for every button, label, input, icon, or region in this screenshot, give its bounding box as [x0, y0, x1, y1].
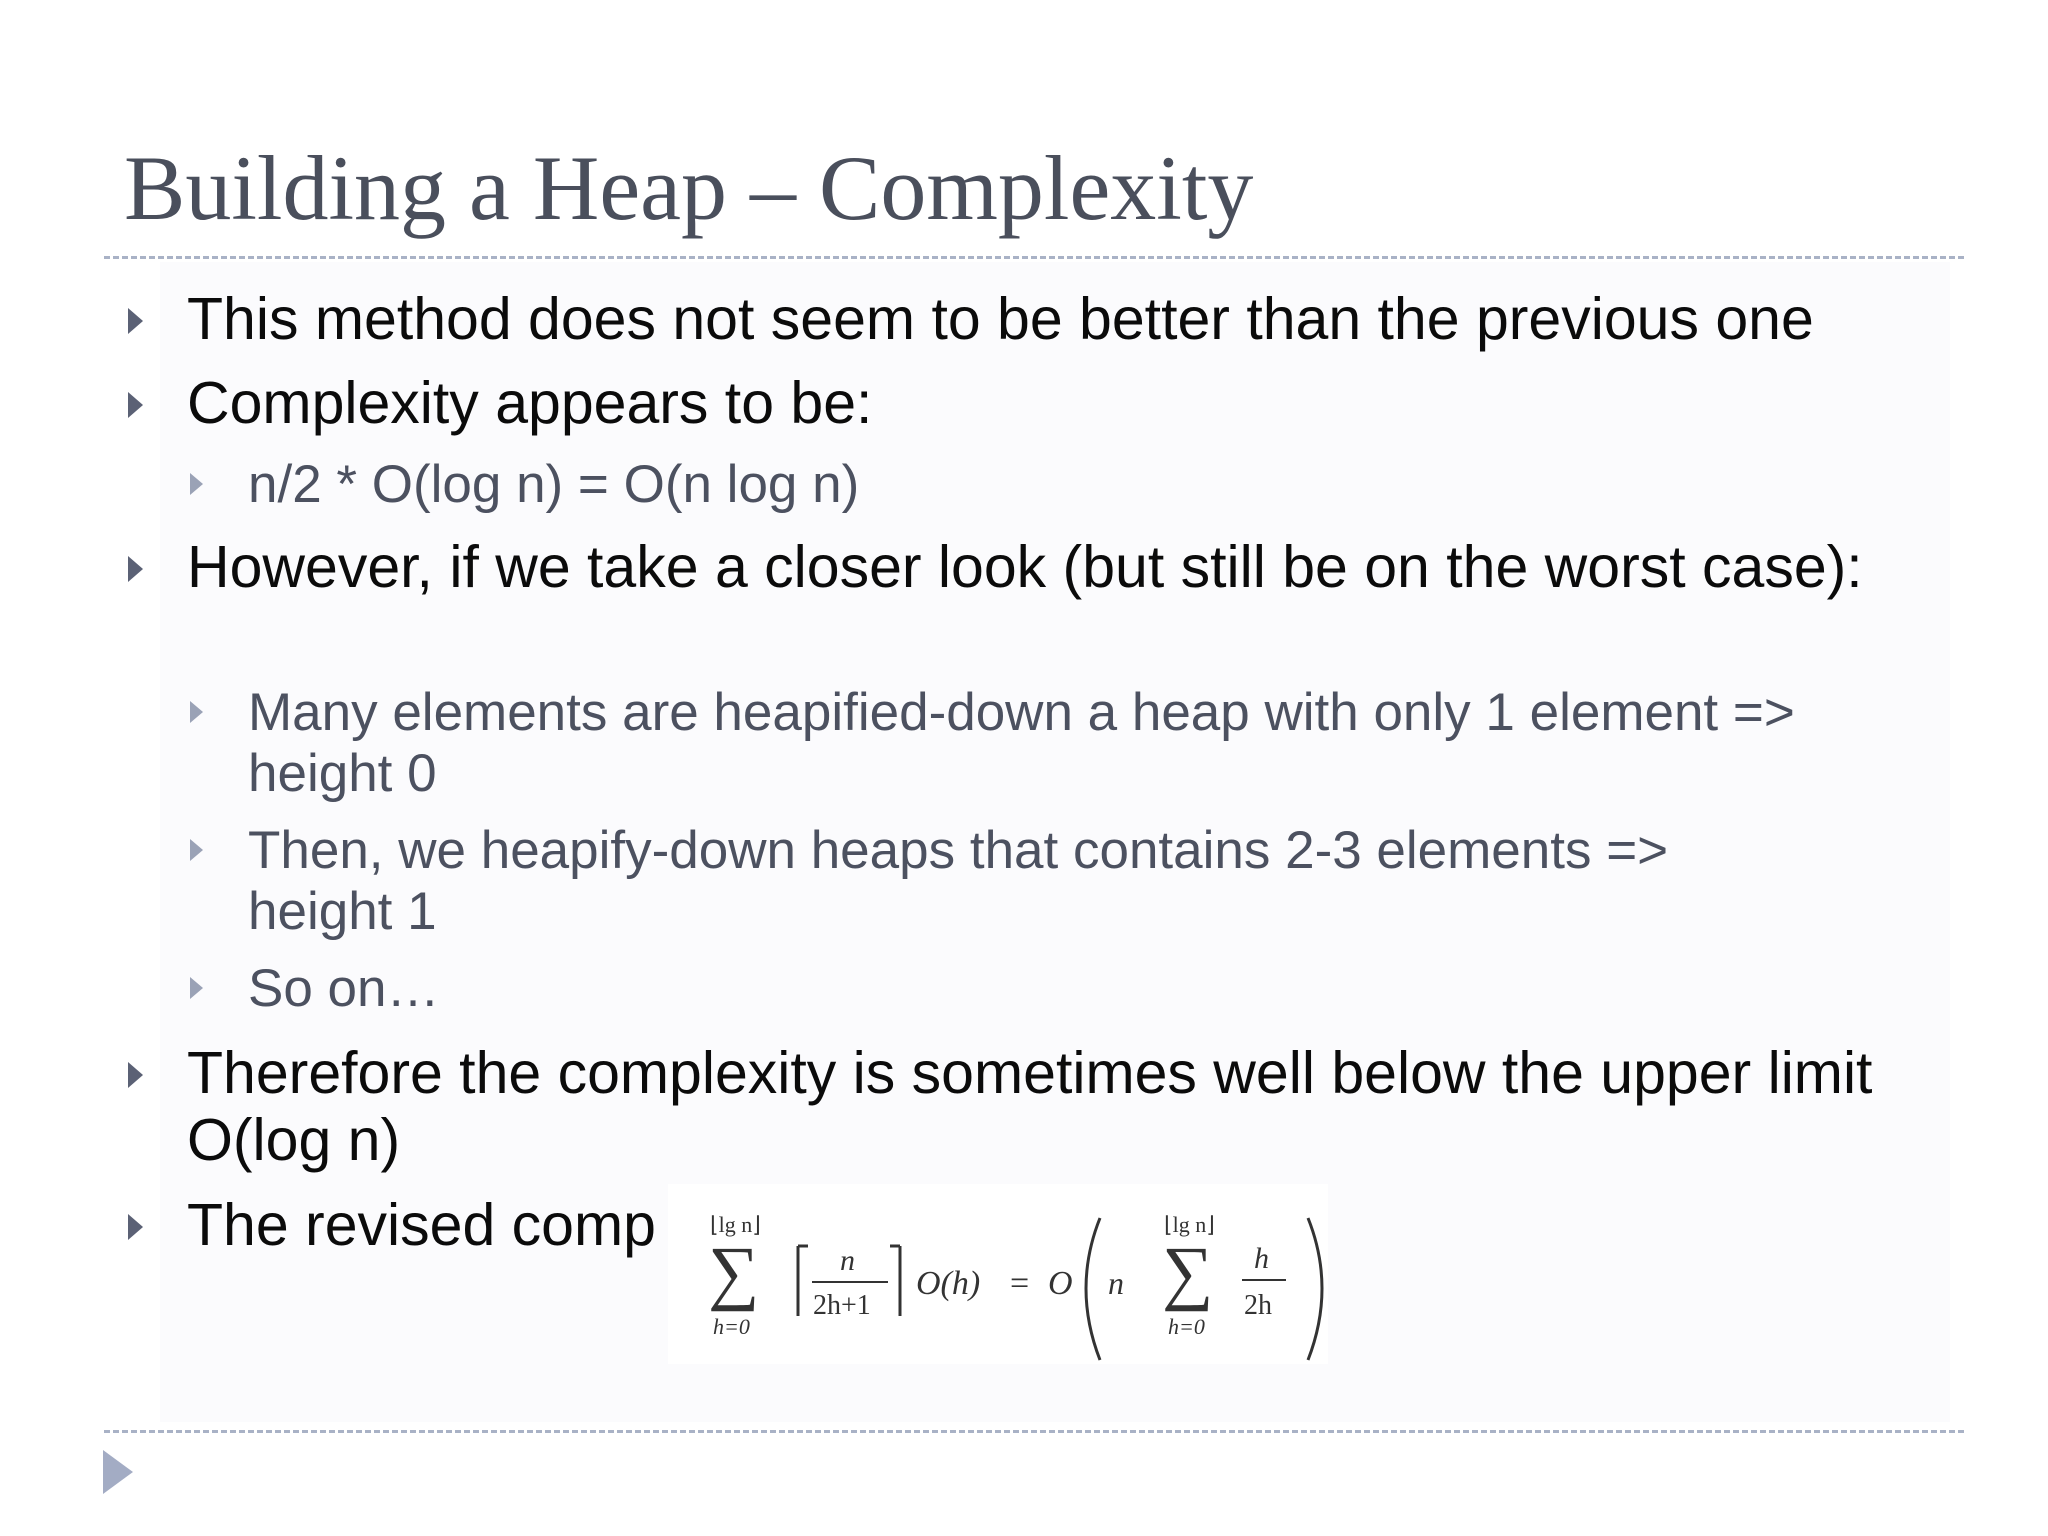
- triangle-bullet-icon: [128, 556, 143, 582]
- ceil-right-bracket: [890, 1246, 900, 1316]
- triangle-bullet-icon: [128, 392, 143, 418]
- formula-graphic: [668, 1184, 1328, 1364]
- sub-bullet-text: Then, we heapify-down heaps that contains 2-3 elements => height 1: [248, 821, 1669, 941]
- big-o: O: [1048, 1265, 1073, 1302]
- inner-fraction-denominator: 2h: [1244, 1290, 1272, 1321]
- sum-lower-limit: h=0: [713, 1314, 750, 1339]
- inner-sum-symbol: ∑: [1162, 1232, 1214, 1312]
- triangle-bullet-icon: [190, 473, 203, 495]
- triangle-bullet-icon: [190, 977, 203, 999]
- sub-bullet-text: Many elements are heapified-down a heap with only 1 element => height 0: [248, 683, 1795, 803]
- sub-bullet-item: [190, 958, 1950, 1019]
- triangle-bullet-icon: [128, 308, 143, 334]
- inner-fraction-numerator: h: [1254, 1242, 1269, 1275]
- sum-symbol: ∑: [708, 1232, 760, 1312]
- sub-bullet-item: [190, 682, 1950, 804]
- triangle-bullet-icon: [128, 1062, 143, 1088]
- fraction-numerator: n: [840, 1244, 855, 1277]
- oh-term: O(h): [916, 1265, 981, 1302]
- footer-divider: [104, 1430, 1964, 1433]
- sub-bullet-text: n/2 * O(log n) = O(n log n): [248, 455, 860, 514]
- bullet-text: The revised comp: [187, 1192, 656, 1258]
- bullet-item: [128, 534, 1928, 601]
- sub-bullet-item: [190, 454, 1950, 515]
- triangle-bullet-icon: [190, 839, 203, 861]
- triangle-bullet-icon: [128, 1214, 143, 1240]
- title-divider: [104, 256, 1964, 259]
- bullet-item: [128, 286, 1928, 353]
- inner-sum-upper-limit: ⌊lg n⌋: [1164, 1212, 1215, 1237]
- ceil-left-bracket: [798, 1246, 808, 1316]
- sub-bullet-item: [190, 820, 1950, 942]
- bullet-text: This method does not seem to be better than the previous one: [187, 286, 1814, 352]
- sum-upper-limit: ⌊lg n⌋: [710, 1212, 761, 1237]
- bullet-text: Complexity appears to be:: [187, 370, 873, 436]
- fraction-denominator: 2h+1: [813, 1290, 871, 1321]
- triangle-bullet-icon: [190, 701, 203, 723]
- left-paren: [1086, 1218, 1100, 1360]
- complexity-formula: [668, 1184, 1328, 1364]
- bullet-item: [128, 1040, 1928, 1174]
- right-paren: [1308, 1218, 1322, 1360]
- bullet-text: Therefore the complexity is sometimes well below the upper limit O(log n): [187, 1040, 1873, 1173]
- inner-sum-lower-limit: h=0: [1168, 1314, 1205, 1339]
- slide-corner-arrow-icon: [103, 1450, 133, 1494]
- equals-sign: =: [1010, 1265, 1030, 1302]
- sub-bullet-text: So on…: [248, 959, 440, 1018]
- n-factor: n: [1108, 1265, 1124, 1301]
- bullet-text: However, if we take a closer look (but still be on the worst case):: [187, 534, 1863, 600]
- slide-title: Building a Heap – Complexity: [124, 137, 1254, 239]
- bullet-item: [128, 370, 1928, 437]
